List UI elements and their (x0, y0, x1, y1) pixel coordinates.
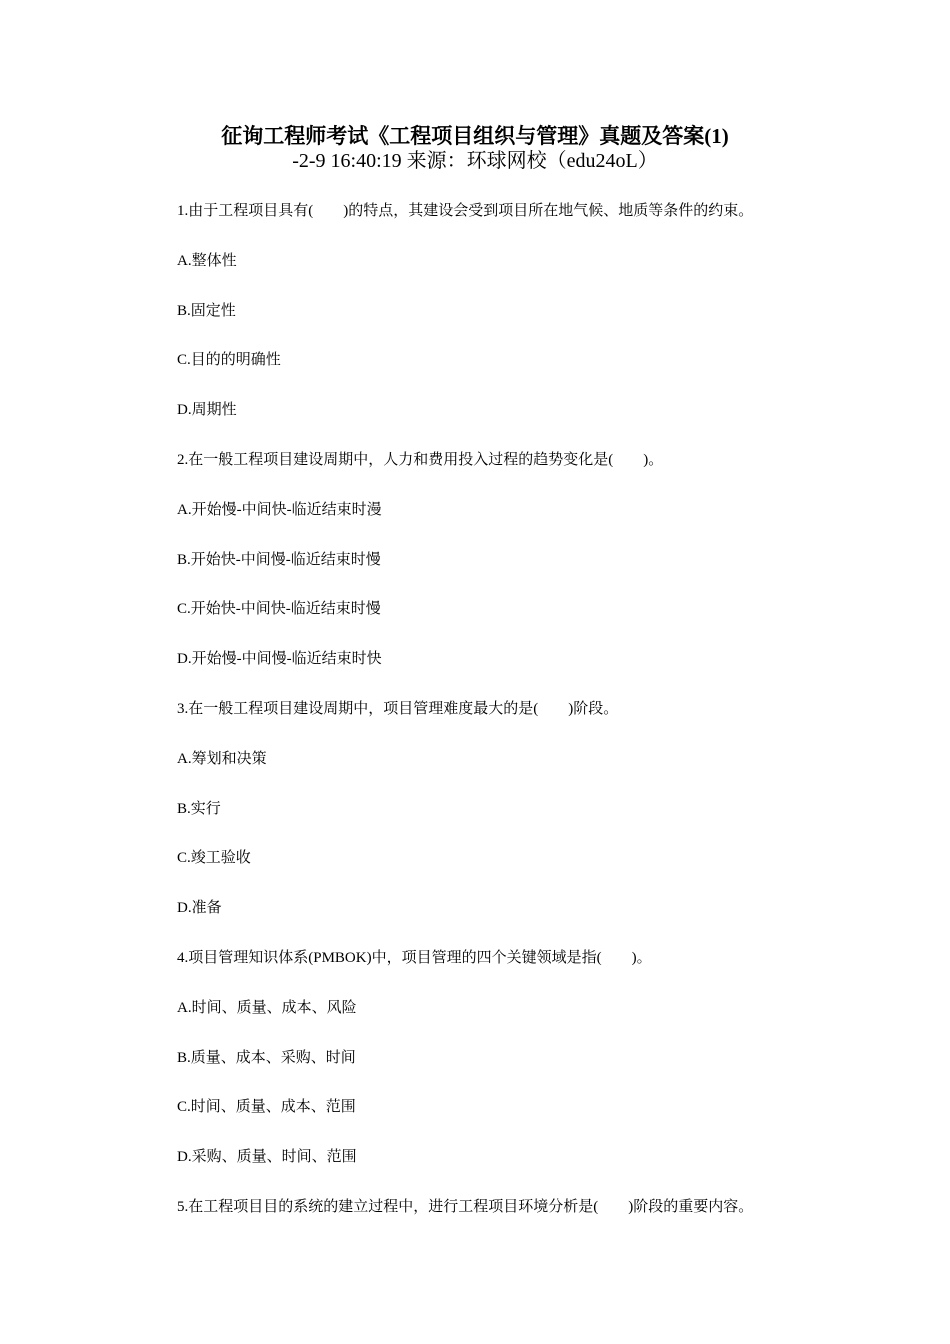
question-option: D.采购、质量、时间、范围 (177, 1149, 357, 1166)
question-stem: 5.在工程项目目的系统的建立过程中，进行工程项目环境分析是( )阶段的重要内容。 (177, 1198, 754, 1215)
question-option: C.目的的明确性 (177, 352, 281, 369)
question-option: A.开始慢-中间快-临近结束时漫 (177, 501, 382, 518)
question-option: B.开始快-中间慢-临近结束时慢 (177, 551, 381, 568)
question-option: C.时间、质量、成本、范围 (177, 1099, 356, 1116)
question-option: B.固定性 (177, 302, 236, 319)
document-subtitle: -2-9 16:40:19 来源：环球网校（edu24oL） (292, 150, 658, 172)
question-option: D.周期性 (177, 402, 237, 419)
question-option: B.实行 (177, 800, 221, 817)
question-option: A.筹划和决策 (177, 750, 267, 767)
question-option: A.整体性 (177, 252, 237, 269)
question-stem: 1.由于工程项目具有( )的特点，其建设会受到项目所在地气候、地质等条件的约束。 (177, 203, 754, 219)
question-stem: 2.在一般工程项目建设周期中，人力和费用投入过程的趋势变化是( )。 (177, 451, 664, 468)
question-option: C.开始快-中间快-临近结束时慢 (177, 601, 381, 618)
document-title: 征询工程师考试《工程项目组织与管理》真题及答案(1) (221, 124, 729, 148)
question-option: D.开始慢-中间慢-临近结束时快 (177, 651, 382, 668)
question-option: C.竣工验收 (177, 850, 251, 867)
question-stem: 4.项目管理知识体系(PMBOK)中，项目管理的四个关键领域是指( )。 (177, 949, 652, 966)
question-option: B.质量、成本、采购、时间 (177, 1049, 356, 1066)
question-option: D.准备 (177, 900, 222, 917)
question-option: A.时间、质量、成本、风险 (177, 999, 357, 1016)
question-stem: 3.在一般工程项目建设周期中，项目管理难度最大的是( )阶段。 (177, 700, 619, 717)
question-list (177, 199, 877, 1245)
